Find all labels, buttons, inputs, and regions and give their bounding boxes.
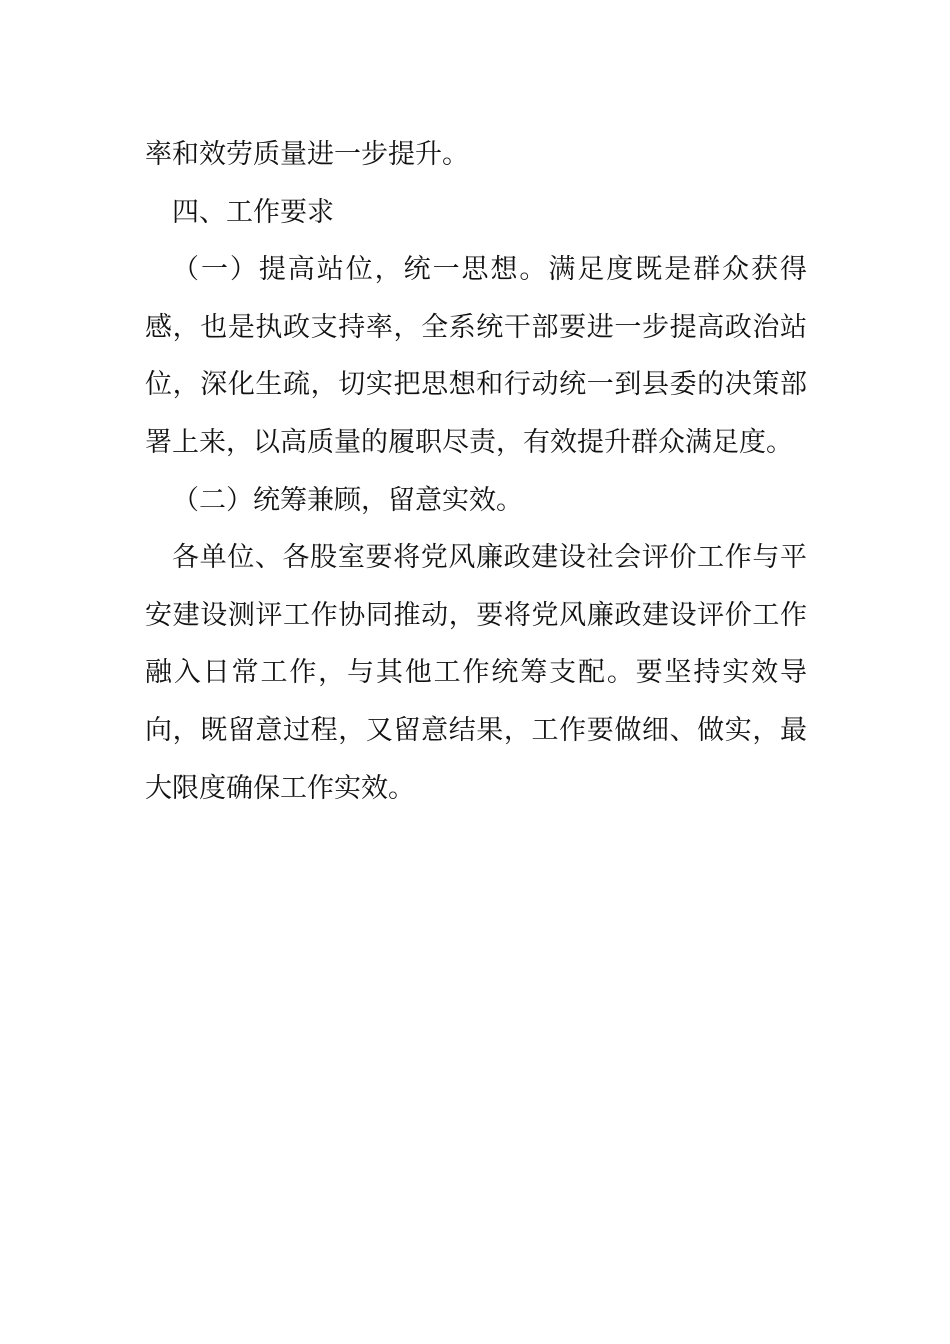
section-heading-work-requirements: 四、工作要求	[172, 196, 334, 228]
document-body	[145, 126, 807, 817]
paragraph-item-2-heading: （二）统筹兼顾，留意实效。	[172, 484, 523, 516]
paragraph-continuation: 率和效劳质量进一步提升。	[145, 139, 469, 170]
paragraph-item-2-body: 各单位、各股室要将党风廉政建设社会评价工作与平安建设测评工作协同推动，要将党风廉政建设评价工作融入日常工作，与其他工作统筹支配。要坚持实效导向，既留意过程，又留意结果，工作要做细、做实，最大限度确保工作实效。	[145, 542, 807, 804]
paragraph-item-1: （一）提高站位，统一思想。满足度既是群众获得感，也是执政支持率，全系统干部要进一步提高政治站位，深化生疏，切实把思想和行动统一到县委的决策部署上来，以高质量的履职尽责，有效提升群众满足度。	[145, 254, 807, 458]
